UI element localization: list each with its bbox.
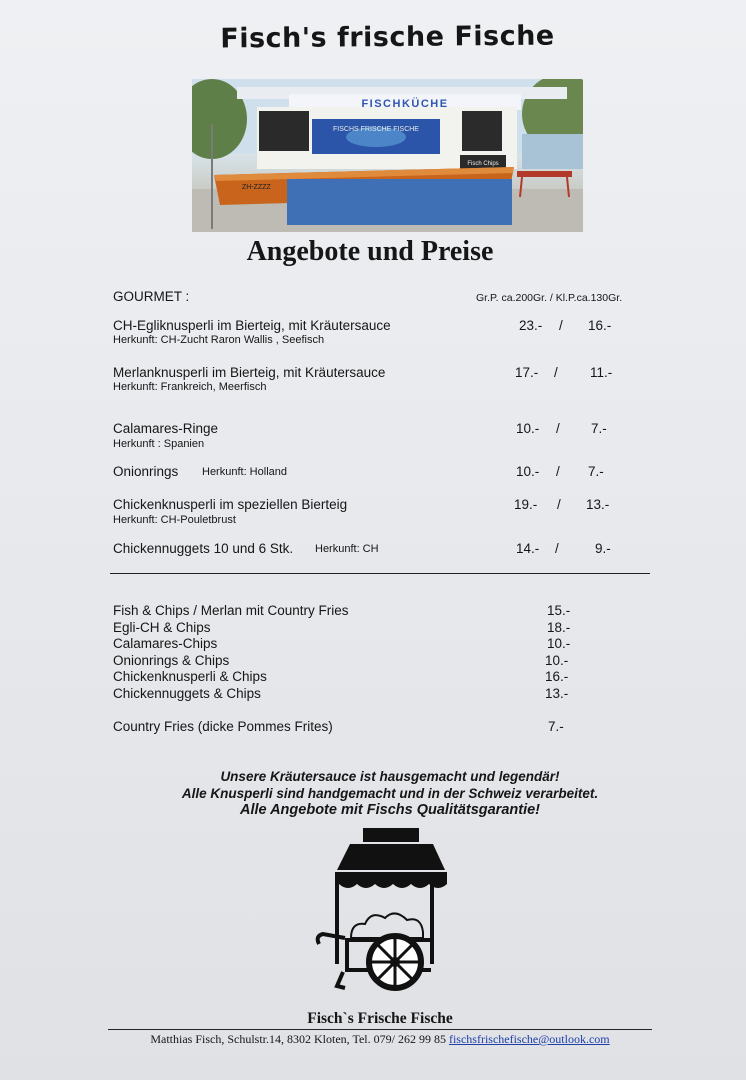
section-divider bbox=[110, 573, 650, 574]
menu-title: Fisch's frische Fische bbox=[220, 20, 555, 55]
gourmet-label: GOURMET : bbox=[113, 289, 190, 304]
fries-item-price: 7.- bbox=[548, 719, 564, 734]
footer-divider bbox=[108, 1029, 652, 1030]
menu-item-name: Merlanknusperli im Bierteig, mit Kräutersauce bbox=[113, 365, 386, 380]
price-separator: / bbox=[556, 421, 560, 436]
menu-item-name: Chickennuggets 10 und 6 Stk. bbox=[113, 541, 294, 556]
menu-item-name: CH-Egliknusperli im Bierteig, mit Kräutersauce bbox=[113, 318, 391, 333]
chips-item-price: 13.- bbox=[545, 686, 569, 701]
price-separator: / bbox=[555, 541, 559, 556]
chips-item-price: 15.- bbox=[547, 603, 571, 618]
menu-item-origin: Herkunft: CH bbox=[315, 543, 379, 555]
footer-contact bbox=[100, 1032, 660, 1047]
chips-item-price: 10.- bbox=[547, 636, 571, 651]
menu-item-origin: Herkunft: CH-Pouletbrust bbox=[113, 514, 236, 526]
price-separator: / bbox=[554, 365, 558, 380]
food-stand-illustration bbox=[192, 79, 583, 232]
small-portion-price: 9.- bbox=[595, 541, 611, 556]
small-portion-price: 13.- bbox=[586, 497, 610, 512]
chips-item-price: 10.- bbox=[545, 653, 569, 668]
promo-line: Alle Angebote mit Fischs Qualitätsgarantie! bbox=[240, 802, 540, 818]
large-portion-price: 23.- bbox=[519, 318, 543, 333]
stand-sign-text: FISCHKÜCHE bbox=[361, 98, 449, 110]
large-portion-price: 14.- bbox=[516, 541, 540, 556]
small-portion-price: 7.- bbox=[588, 464, 604, 479]
menu-item-origin: Herkunft: Holland bbox=[202, 466, 287, 478]
chips-item-name: Onionrings & Chips bbox=[113, 653, 230, 668]
menu-item-name: Calamares-Ringe bbox=[113, 421, 219, 436]
small-portion-price: 7.- bbox=[591, 421, 607, 436]
promo-line: Alle Knusperli sind handgemacht und in der Schweiz verarbeitet. bbox=[181, 786, 599, 801]
large-portion-price: 19.- bbox=[514, 497, 538, 512]
menu-item-origin: Herkunft : Spanien bbox=[113, 438, 205, 450]
chips-item-name: Chickennuggets & Chips bbox=[113, 686, 261, 701]
chips-item-price: 18.- bbox=[547, 620, 571, 635]
stand-banner-text: FISCHS FRISCHE FISCHE bbox=[333, 126, 419, 133]
food-stand-photo bbox=[192, 79, 583, 232]
large-portion-price: 17.- bbox=[515, 365, 539, 380]
boat-plate-text: ZH-ZZZZ bbox=[242, 184, 271, 191]
food-cart-logo bbox=[315, 826, 450, 994]
menu-item-origin: Herkunft: Frankreich, Meerfisch bbox=[113, 381, 267, 393]
chips-item-price: 16.- bbox=[545, 669, 569, 684]
footer-address: Matthias Fisch, Schulstr.14, 8302 Kloten, Tel. 079/ 262 99 85 bbox=[150, 1032, 446, 1046]
footer-email-link[interactable]: fischsfrischefische@outlook.com bbox=[448, 1032, 610, 1046]
large-portion-price: 10.- bbox=[516, 421, 540, 436]
chips-item-name: Calamares-Chips bbox=[113, 636, 218, 651]
chips-item-name: Egli-CH & Chips bbox=[113, 620, 211, 635]
price-separator: / bbox=[556, 464, 560, 479]
menu-item-origin: Herkunft: CH-Zucht Raron Wallis , Seefisch bbox=[113, 334, 325, 346]
menu-item-name: Chickenknusperli im speziellen Bierteig bbox=[113, 497, 348, 512]
chips-sign-text: Fisch Chips bbox=[467, 161, 499, 167]
chips-item-name: Fish & Chips / Merlan mit Country Fries bbox=[113, 603, 349, 618]
promo-line: Unsere Kräutersauce ist hausgemacht und legendär! bbox=[220, 769, 560, 784]
food-cart-icon bbox=[315, 826, 450, 994]
small-portion-price: 11.- bbox=[590, 365, 613, 380]
brand-name: Fisch`s Frische Fische bbox=[307, 1010, 453, 1027]
menu-heading: Angebote und Preise bbox=[246, 236, 494, 267]
fries-item-name: Country Fries (dicke Pommes Frites) bbox=[113, 719, 333, 734]
large-portion-price: 10.- bbox=[516, 464, 540, 479]
menu-item-name: Onionrings bbox=[113, 464, 179, 479]
portion-size-header: Gr.P. ca.200Gr. / Kl.P.ca.130Gr. bbox=[476, 292, 623, 304]
small-portion-price: 16.- bbox=[588, 318, 612, 333]
chips-item-name: Chickenknusperli & Chips bbox=[113, 669, 267, 684]
price-separator: / bbox=[559, 318, 563, 333]
price-separator: / bbox=[557, 497, 561, 512]
